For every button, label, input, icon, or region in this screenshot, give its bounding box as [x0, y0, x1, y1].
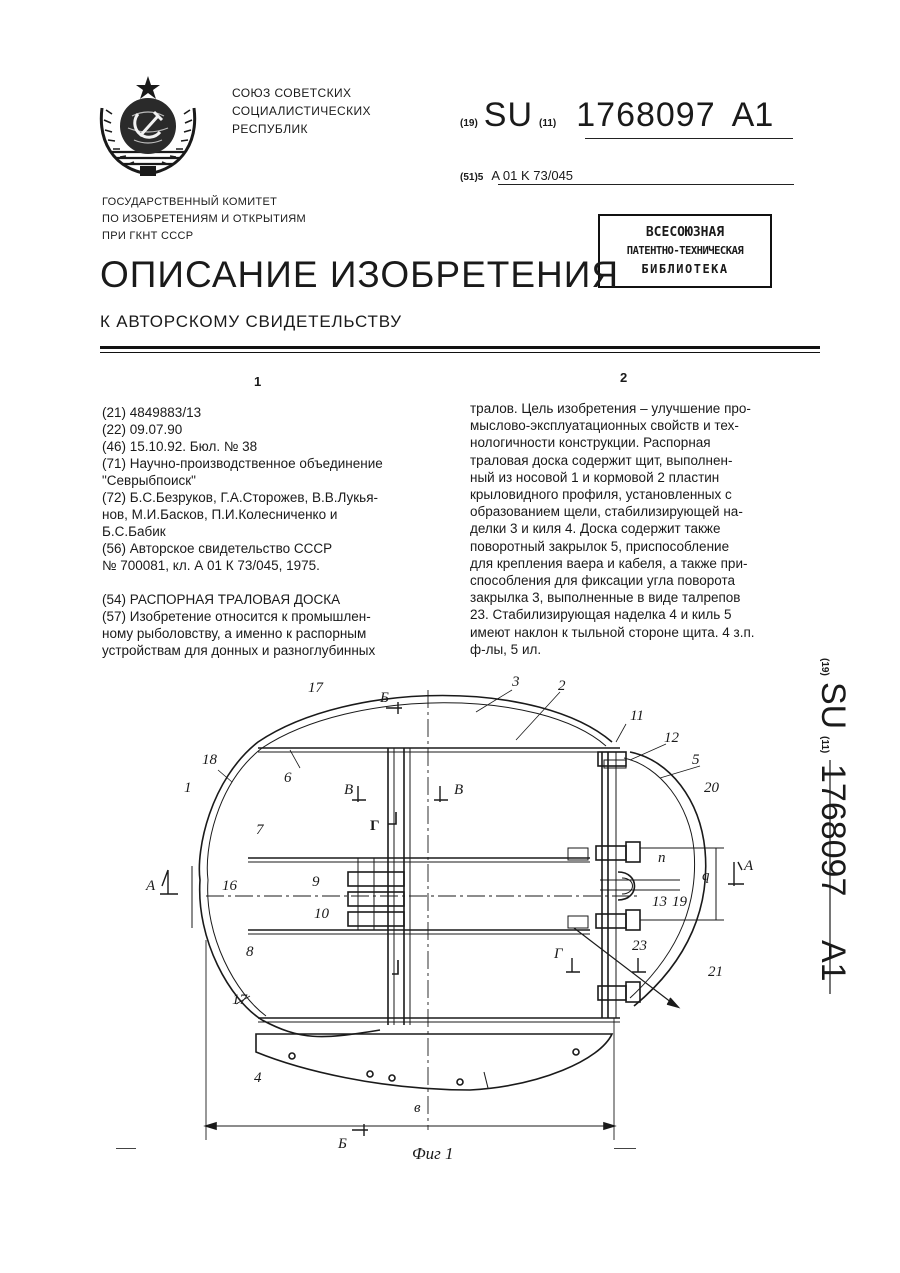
kind-code: A1: [731, 96, 774, 134]
label-n: п: [658, 850, 666, 866]
label-6: 6: [284, 770, 292, 786]
footer-mark-left: [116, 1148, 136, 1149]
label-v-left: В: [344, 782, 354, 798]
label-13: 13: [652, 894, 667, 910]
label-3: 3: [512, 674, 520, 690]
label-g-left: Г: [554, 946, 563, 962]
label-17-bottom: 17: [232, 992, 247, 1008]
document-subtitle: К АВТОРСКОМУ СВИДЕТЕЛЬСТВУ: [100, 312, 402, 331]
label-23: 23: [632, 938, 647, 954]
label-18: 18: [202, 752, 217, 768]
keel: [256, 1034, 612, 1090]
country-code: SU: [483, 96, 534, 134]
bibliographic-data: (21) 4849883/13 (22) 09.07.90 (46) 15.10.92. Бюл. № 38 (71) Научно-производственное объединение "Севрыбпоиск" (72) Б.С.Безруков, Г.А.Сторожев, В.В.Лукья- нов, М.И.Басков, П.И.Колесниченко и Б.С.Бабик (56) Авторское свидетельство СССР № 700081, кл. А 01 К 73/045, 1975. (54) РАСПОРНАЯ ТРАЛОВАЯ ДОСКА (57) Изобретение относится к промышлен- ному рыболовству, а именно к распорным устройствам для донных и разноглубинных: [102, 405, 383, 658]
label-5: 5: [692, 752, 700, 768]
label-11: 11: [630, 708, 644, 724]
label-20: 20: [704, 780, 719, 796]
label-a-right: А: [744, 858, 754, 874]
label-dim-b: в: [414, 1100, 421, 1116]
label-g-top: Г: [370, 818, 380, 834]
label-4: 4: [254, 1070, 262, 1086]
footer-mark-right: [614, 1148, 636, 1149]
label-9: 9: [312, 874, 320, 890]
label-10: 10: [314, 906, 329, 922]
side-su: SU: [814, 682, 852, 730]
abstract-text: тралов. Цель изобретения – улучшение про- мыслово-эксплуатационных свойств и тех- нологичности конструкции. Распорная траловая доска содержит щит, выполнен- ный из носовой 1 и кормовой 2 пластин крыловидного профиля, установленных с образованием щели, стабилизирующей на- делки 3 и киля 4. Доска содержит также поворотный закрылок 5, приспособление для крепления ваера и кабеля, а также при- способления для фиксации угла поворота закрылка 3, выполненные в виде талрепов 23. Стабилизирующая наделка 4 и киль 5 имеют наклон к тыльной стороне щита. 4 з.п. ф-лы, 5 ил.: [470, 401, 755, 657]
code-11: (11): [539, 118, 557, 129]
issuing-state: СОЮЗ СОВЕТСКИХ СОЦИАЛИСТИЧЕСКИХ РЕСПУБЛИК: [232, 86, 371, 136]
label-v-right: В: [454, 782, 464, 798]
side-kind: A1: [814, 940, 852, 982]
label-19: 19: [672, 894, 687, 910]
side-code-11: (11): [819, 736, 830, 754]
side-code-19: (19): [819, 658, 830, 676]
label-a-left: А: [146, 878, 156, 894]
label-12: 12: [664, 730, 679, 746]
label-8: 8: [246, 944, 254, 960]
label-1: 1: [184, 780, 192, 796]
ipc-class: A 01 K 73/045: [491, 168, 574, 183]
patent-number: 1768097: [576, 96, 716, 134]
label-17-top: 17: [308, 680, 323, 696]
column-number-right: 2: [620, 370, 628, 385]
library-stamp: ВСЕСОЮЗНАЯ ПАТЕНТНО-ТЕХНИЧЕСКАЯ БИБЛИОТЕКА: [598, 214, 772, 288]
code-51: (51)5: [460, 172, 484, 183]
label-b-bottom: Б: [338, 1136, 347, 1152]
figure-caption: Фиг 1: [412, 1144, 454, 1163]
column-number-left: 1: [254, 374, 262, 389]
label-16: 16: [222, 878, 237, 894]
label-q: q: [702, 868, 710, 884]
document-title: ОПИСАНИЕ ИЗОБРЕТЕНИЯ: [100, 254, 620, 295]
label-2: 2: [558, 678, 566, 694]
side-number: 1768097: [814, 764, 852, 897]
label-21: 21: [708, 964, 723, 980]
label-7: 7: [256, 822, 264, 838]
label-b-top: Б: [380, 690, 389, 706]
committee: ГОСУДАРСТВЕННЫЙ КОМИТЕТ ПО ИЗОБРЕТЕНИЯМ И ОТКРЫТИЯМ ПРИ ГКНТ СССР: [102, 196, 307, 242]
code-19: (19): [460, 118, 478, 129]
